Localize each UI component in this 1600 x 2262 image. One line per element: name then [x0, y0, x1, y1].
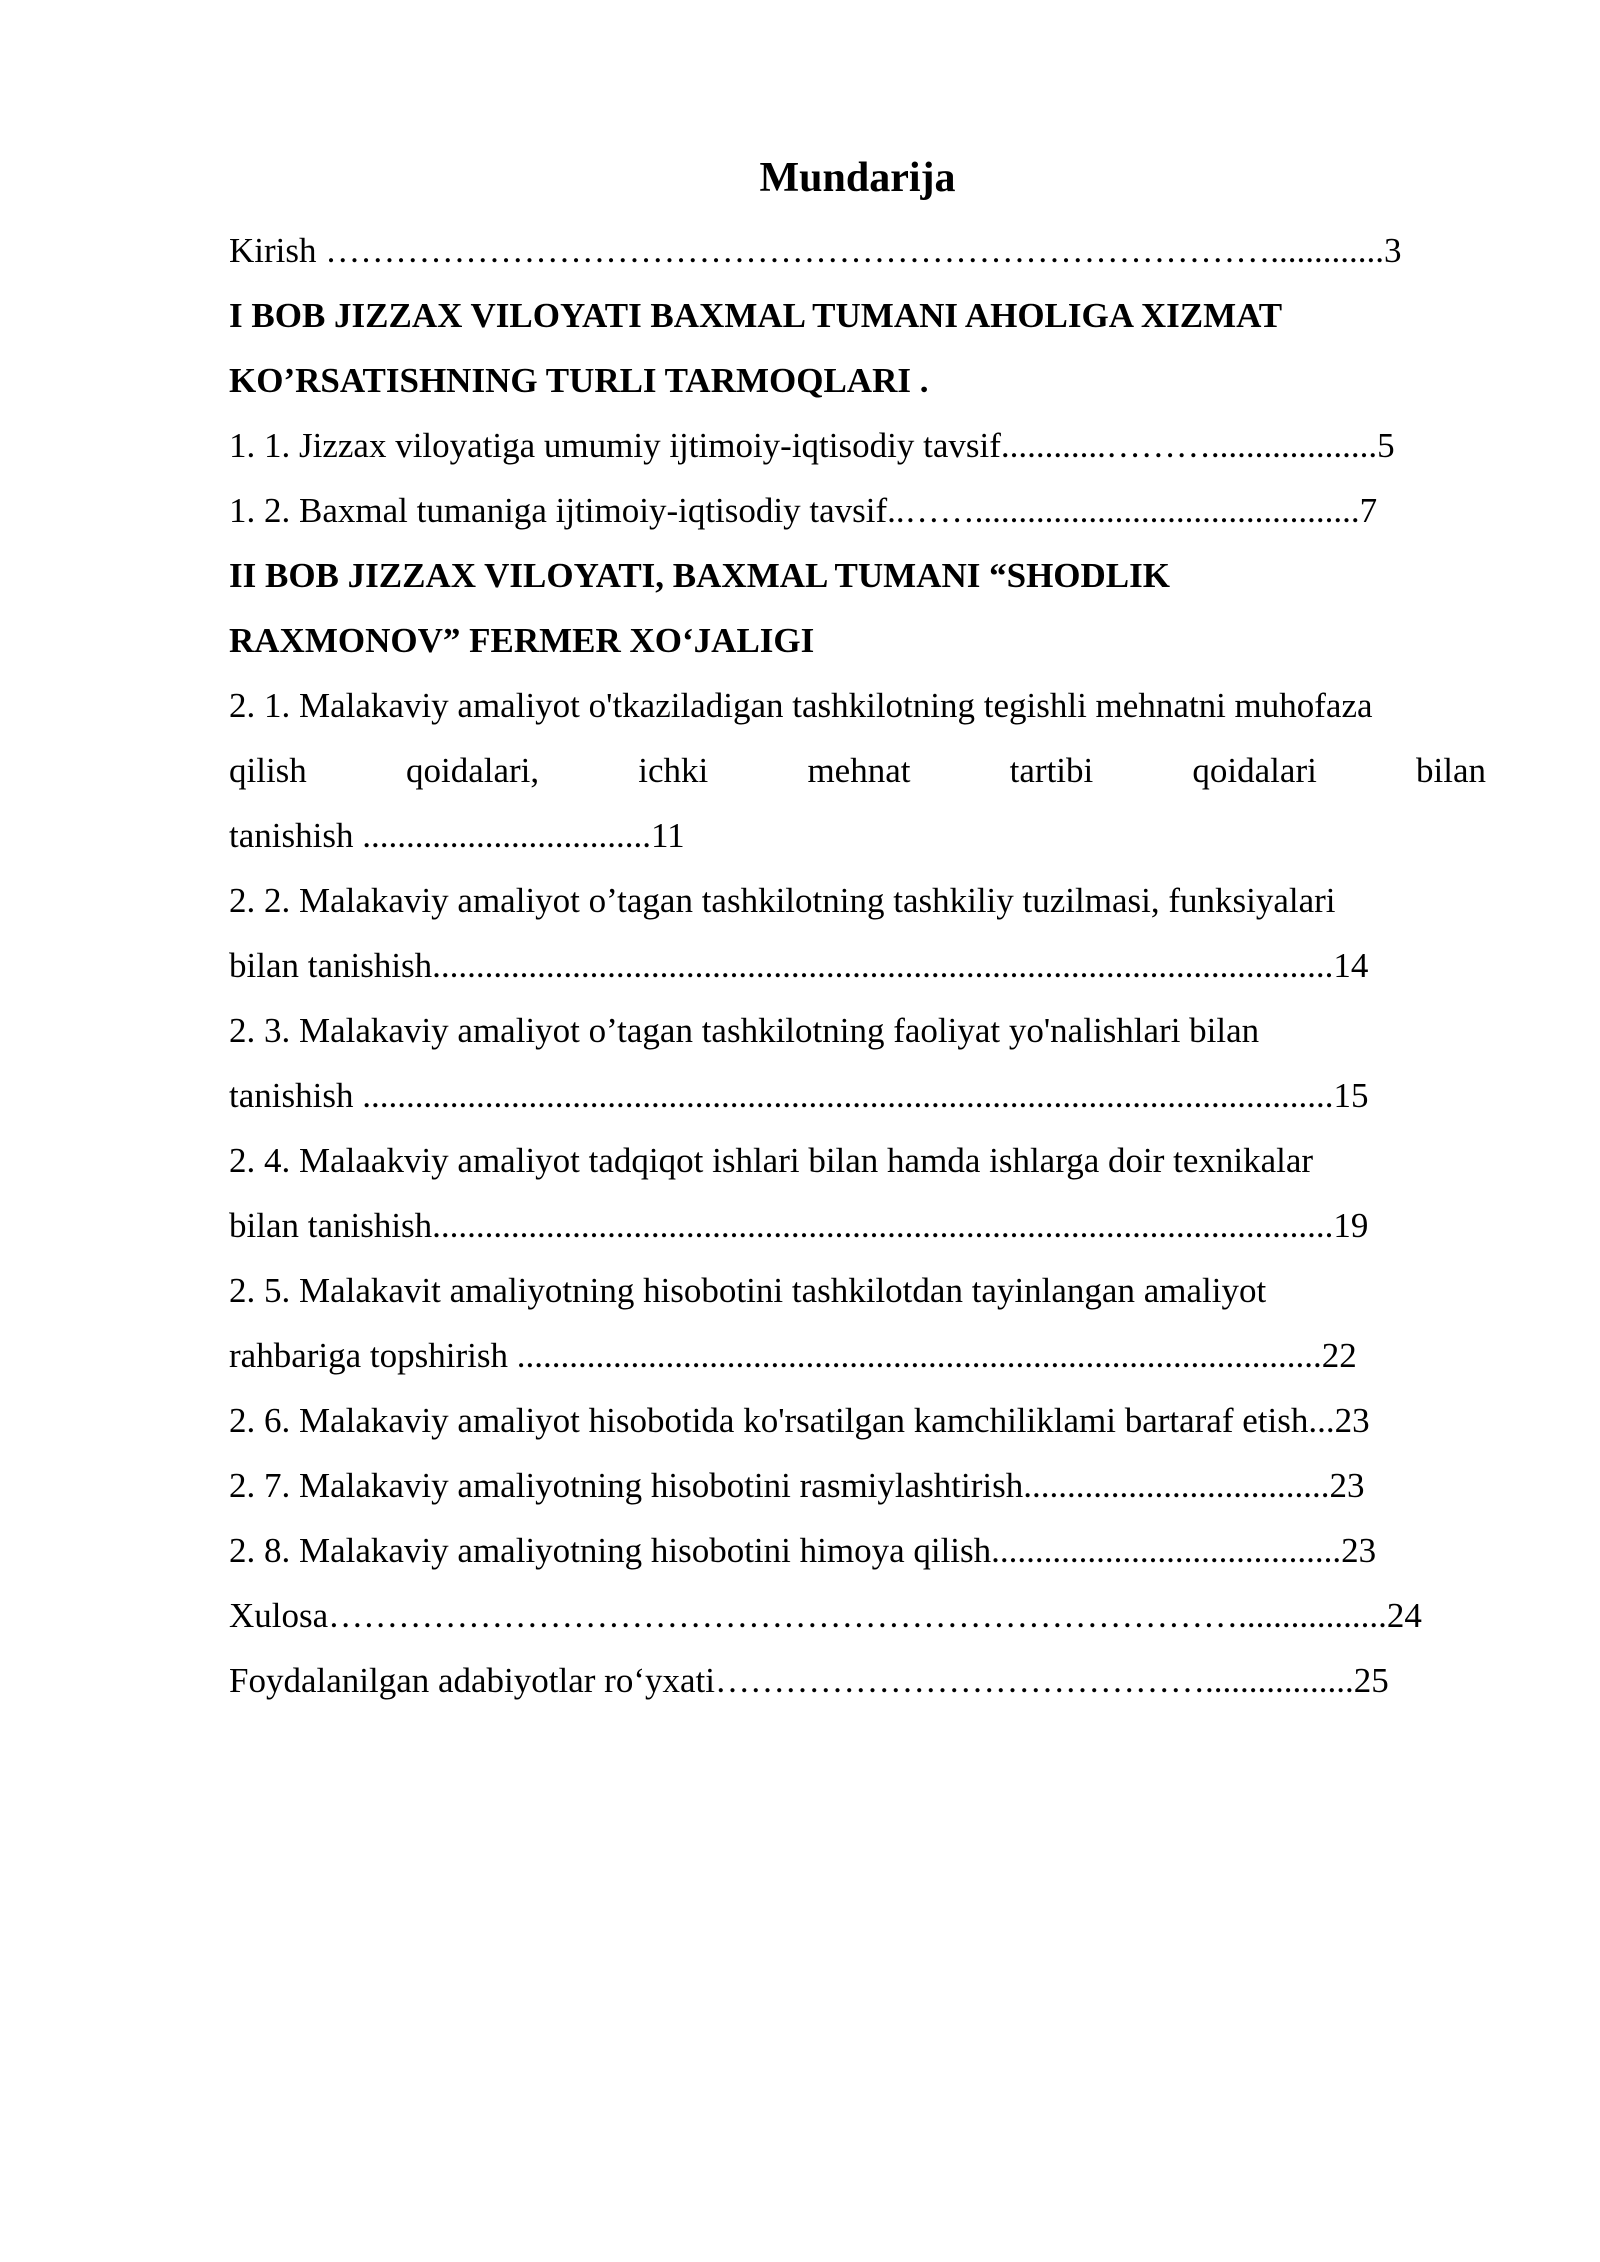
toc-entry-1-1: 1. 1. Jizzax viloyatiga umumiy ijtimoiy-iqtisodiy tavsif............………...................5	[229, 426, 1395, 465]
toc-chapter-2-title-line-1: II BOB JIZZAX VILOYATI, BAXMAL TUMANI “SHODLIK	[229, 556, 1171, 595]
toc-entry-2-6: 2. 6. Malakaviy amaliyot hisobotida ko'rsatilgan kamchiliklami bartaraf etish...23	[229, 1401, 1370, 1440]
toc-entry-2-5-line-2: rahbariga topshirish ............................................................................................22	[229, 1336, 1357, 1375]
justified-word: ichki	[638, 751, 709, 790]
justified-word: qoidalari	[1192, 751, 1317, 790]
justified-word: mehnat	[807, 751, 911, 790]
toc-entry-2-1-line-1: 2. 1. Malakaviy amaliyot o'tkaziladigan tashkilotning tegishli mehnatni muhofaza	[229, 686, 1373, 725]
toc-entry-2-2-line-1: 2. 2. Malakaviy amaliyot o’tagan tashkilotning tashkiliy tuzilmasi, funksiyalari	[229, 881, 1336, 920]
toc-entry-xulosa: Xulosa…………………………………………………………………….................24	[229, 1596, 1422, 1635]
justified-word: bilan	[1416, 751, 1486, 790]
toc-entry-2-5-line-1: 2. 5. Malakavit amaliyotning hisobotini tashkilotdan tayinlangan amaliyot	[229, 1271, 1267, 1310]
toc-entry-adabiyotlar: Foydalanilgan adabiyotlar ro‘yxati…………………………………….................25	[229, 1661, 1389, 1700]
justified-word: qilish	[229, 751, 307, 790]
toc-chapter-2-title-line-2: RAXMONOV” FERMER XO‘JALIGI	[229, 621, 815, 660]
justified-word: tartibi	[1009, 751, 1094, 790]
document-title: Mundarija	[759, 155, 956, 201]
toc-chapter-1-title-line-1: I BOB JIZZAX VILOYATI BAXMAL TUMANI AHOLIGA XIZMAT	[229, 296, 1283, 335]
toc-entry-2-8: 2. 8. Malakaviy amaliyotning hisobotini himoya qilish........................................23	[229, 1531, 1377, 1570]
toc-entry-2-3-line-1: 2. 3. Malakaviy amaliyot o’tagan tashkilotning faoliyat yo'nalishlari bilan	[229, 1011, 1260, 1050]
toc-entry-2-7: 2. 7. Malakaviy amaliyotning hisobotini rasmiylashtirish...................................23	[229, 1466, 1365, 1505]
toc-entry-kirish: Kirish ……………………………………………………………………….............3	[229, 231, 1402, 270]
toc-entry-2-2-line-2: bilan tanishish.......................................................................................................14	[229, 946, 1369, 985]
toc-entry-2-4-line-1: 2. 4. Malaakviy amaliyot tadqiqot ishlari bilan hamda ishlarga doir texnikalar	[229, 1141, 1314, 1180]
toc-chapter-1-title-line-2: KO’RSATISHNING TURLI TARMOQLARI .	[229, 361, 929, 400]
toc-entry-2-1-line-3: tanishish .................................11	[229, 816, 685, 855]
document-page	[229, 0, 1486, 2262]
toc-entry-2-1-line-2	[229, 748, 1486, 793]
toc-entry-2-4-line-2: bilan tanishish.......................................................................................................19	[229, 1206, 1369, 1245]
justified-word: qoidalari,	[405, 751, 540, 790]
toc-entry-2-3-line-2: tanishish ...............................................................................................................15	[229, 1076, 1369, 1115]
toc-entry-1-2: 1. 2. Baxmal tumaniga ijtimoiy-iqtisodiy tavsif..……............................................7	[229, 491, 1378, 530]
